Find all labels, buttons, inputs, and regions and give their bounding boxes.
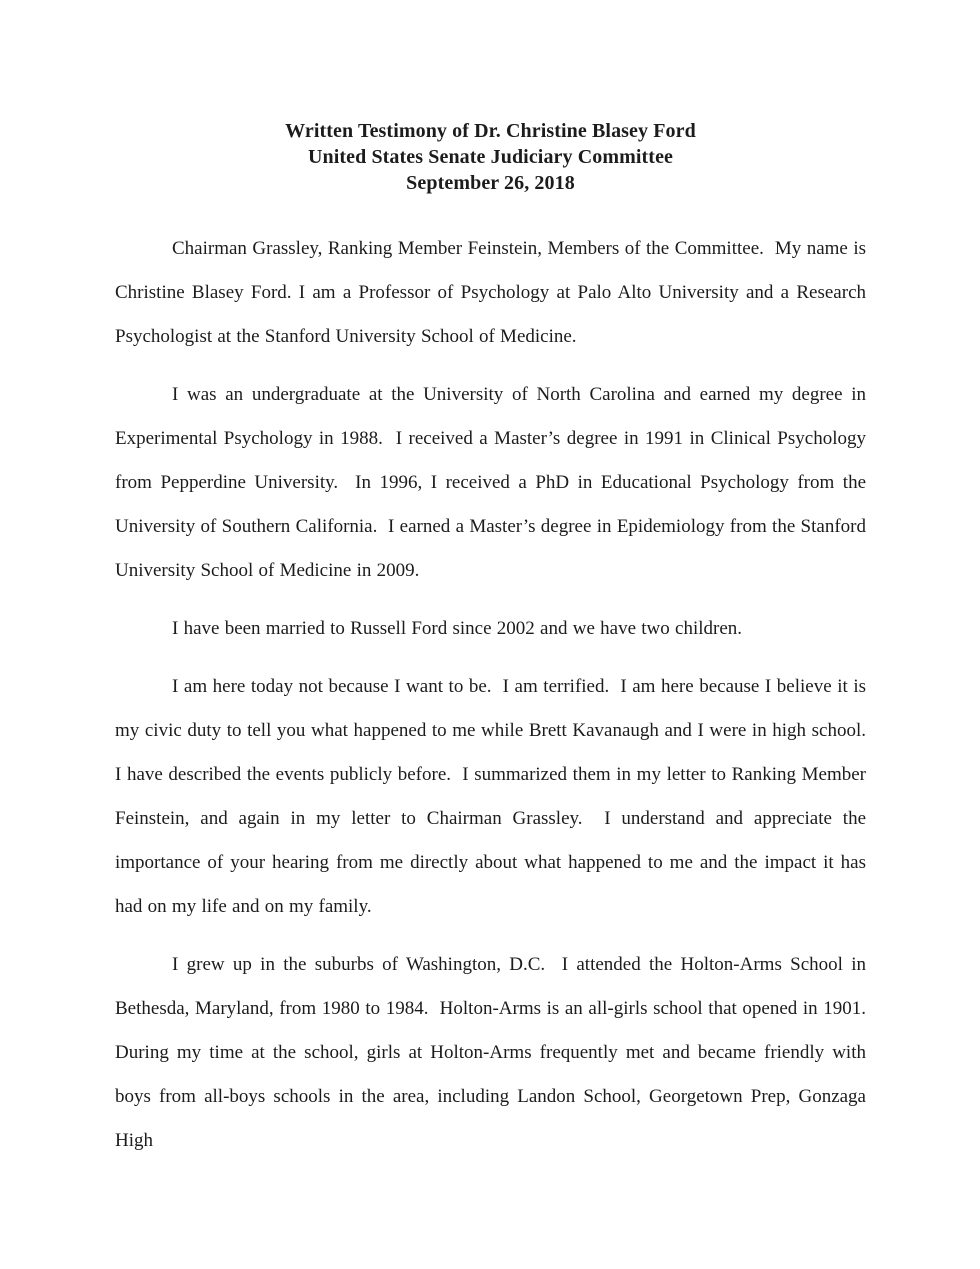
document-title-block bbox=[115, 118, 866, 196]
title-line-committee: United States Senate Judiciary Committee bbox=[307, 146, 674, 168]
document-body bbox=[115, 227, 877, 1163]
paragraph-introduction: Chairman Grassley, Ranking Member Feinstein, Members of the Committee. My name is Christine Blasey Ford. I am a Professor of Psychology at Palo Alto University and a Research Psychologist at the Stanford University School of Medicine. bbox=[115, 238, 872, 347]
title-line-date: September 26, 2018 bbox=[406, 172, 575, 194]
paragraph-education: I was an undergraduate at the University of North Carolina and earned my degree in Experimental Psychology in 1988. I received a Master’s degree in 1991 in Clinical Psychology from Pepperdine University. In 1996, I received a PhD in Educational Psychology from the University of Southern California. I earned a Master’s degree in Epidemiology from the Stanford University School of Medicine in 2009. bbox=[115, 384, 872, 581]
paragraph-background: I grew up in the suburbs of Washington, D.C. I attended the Holton-Arms School in Bethesda, Maryland, from 1980 to 1984. Holton-Arms is an all-girls school that opened in 1901. During my time at the school, girls at Holton-Arms frequently met and became friendly with boys from all-boys schools in the area, including Landon School, Georgetown Prep, Gonzaga High bbox=[115, 954, 877, 1151]
title-line-document-name: Written Testimony of Dr. Christine Blasey Ford bbox=[285, 120, 696, 142]
paragraph-why-here: I am here today not because I want to be. I am terrified. I am here because I believe it is my civic duty to tell you what happened to me while Brett Kavanaugh and I were in high school. I have described the events publicly before. I summarized them in my letter to Ranking Member Feinstein, and again in my letter to Chairman Grassley. I understand and appreciate the importance of your hearing from me directly about what happened to me and the impact it has had on my life and on my family. bbox=[115, 676, 877, 917]
paragraph-family: I have been married to Russell Ford since 2002 and we have two children. bbox=[172, 618, 743, 639]
